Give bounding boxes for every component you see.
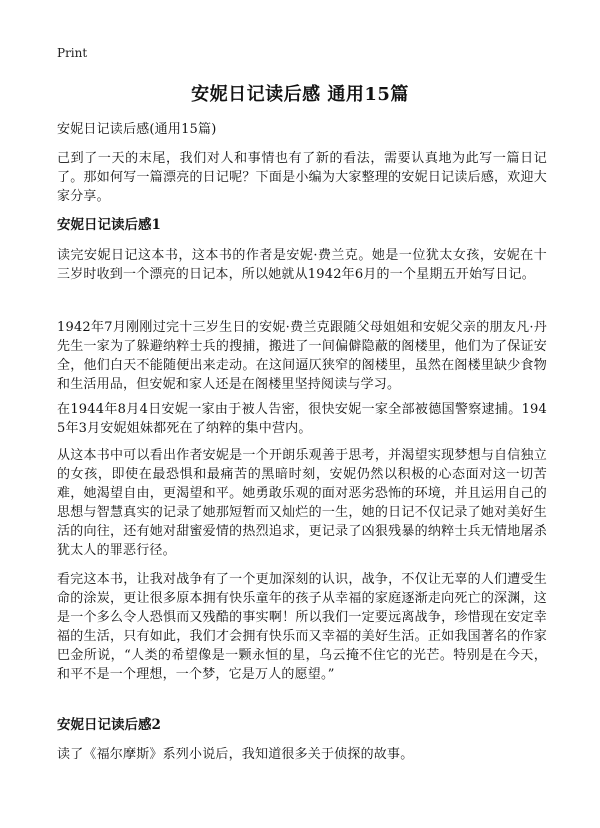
section1-paragraph-5: 看完这本书，让我对战争有了一个更加深刻的认识，战争，不仅让无辜的人们遭受生命的涂炭，更让很多原本拥有快乐童年的孩子从幸福的家庭逐渐走向死亡的深渊，这是一个多么令人恐惧而又残酷的事实啊！所以我们一定要远离战争，珍惜现在安定幸福的生活，只有如此，我们才会拥有快乐而又幸福的美好生活。正如我国著名的作家巴金所说，“人类的希望像是一颗永恒的星，乌云掩不住它的光芒。特别是在今天，和平不是一个理想，一个梦，它是万人的愿望。”: [57, 572, 547, 682]
section1-paragraph-4: 从这本书中可以看出作者安妮是一个开朗乐观善于思考，并渴望实现梦想与自信独立的女孩，即使在最恐惧和最痛苦的黑暗时刻，安妮仍然以积极的心态面对这一切苦难，她渴望自由，更渴望和平。她勇敢乐观的面对恶劣恐怖的环境，并且运用自己的思想与智慧真实的记录了她那短暂而又灿烂的一生，她的日记不仅记录了她对美好生活的向往，还有她对甜蜜爱情的热烈追求，更记录了凶狠残暴的纳粹士兵无情地屠杀犹太人的罪恶行径。: [57, 448, 547, 558]
section1-paragraph-2: 1942年7月刚刚过完十三岁生日的安妮·费兰克跟随父母姐姐和安妮父亲的朋友凡·丹先生一家为了躲避纳粹士兵的搜捕，搬进了一间偏僻隐蔽的阁楼里，他们为了保证安全，他们白天不能随便出来走动。在这间逼仄狭窄的阁楼里，虽然在阁楼里缺少食物和生活用品，但安妮和家人还是在阁楼里坚持阅读与学习。: [57, 320, 547, 392]
page-title: 安妮日记读后感 通用15篇: [191, 84, 409, 105]
print-link[interactable]: Print: [57, 46, 88, 60]
section1-paragraph-3: 在1944年8月4日安妮一家由于被人告密，很快安妮一家全部被德国警察逮捕。1945年3月安妮姐妹都死在了纳粹的集中营内。: [57, 402, 547, 436]
section2-paragraph-1: 读了《福尔摩斯》系列小说后，我知道很多关于侦探的故事。: [57, 747, 414, 762]
document-subtitle: 安妮日记读后感(通用15篇): [57, 122, 217, 137]
intro-paragraph: 己到了一天的末尾，我们对人和事情也有了新的看法，需要认真地为此写一篇日记了。那如何写一篇漂亮的日记呢？下面是小编为大家整理的安妮日记读后感，欢迎大家分享。: [57, 151, 547, 204]
section1-paragraph-1: 读完安妮日记这本书，这本书的作者是安妮·费兰克。她是一位犹太女孩，安妮在十三岁时收到一个漂亮的日记本，所以她就从1942年6月的一个星期五开始写日记。: [57, 248, 547, 282]
section-heading-2: 安妮日记读后感2: [57, 717, 161, 733]
section-heading-1: 安妮日记读后感1: [57, 217, 161, 233]
